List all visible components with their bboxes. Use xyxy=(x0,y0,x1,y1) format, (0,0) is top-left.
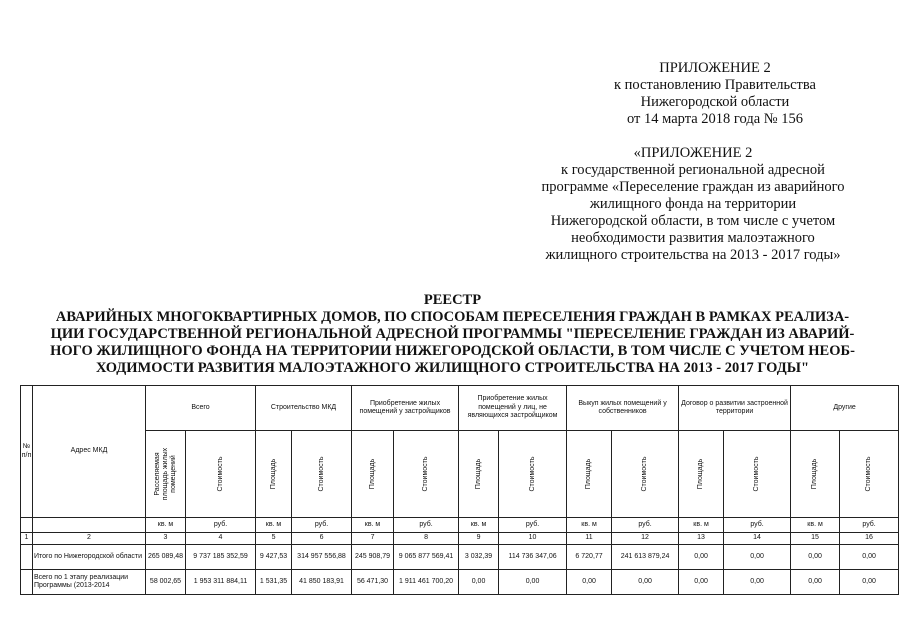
table-row xyxy=(21,545,899,570)
table-row xyxy=(21,570,899,595)
column-number: 5 xyxy=(256,533,292,545)
row-value: 56 471,30 xyxy=(352,570,394,595)
row-value: 0,00 xyxy=(567,570,612,595)
sub-header-text: Площадь xyxy=(474,458,482,490)
appendix-line: ПРИЛОЖЕНИЕ 2 xyxy=(659,60,771,76)
sub-header-text: Площадь xyxy=(269,458,277,490)
units-cell: кв. м xyxy=(352,518,394,533)
sub-header-cell xyxy=(840,431,899,518)
row-value: 0,00 xyxy=(499,570,567,595)
row-value: 241 613 879,24 xyxy=(612,545,679,570)
row-num xyxy=(21,570,33,595)
column-number: 9 xyxy=(459,533,499,545)
row-value: 9 065 877 569,41 xyxy=(394,545,459,570)
registry-table xyxy=(20,385,899,595)
sub-header-cell xyxy=(724,431,791,518)
appendix-line: Нижегородской области, в том числе с учетом xyxy=(550,213,836,229)
units-cell: кв. м xyxy=(459,518,499,533)
row-value: 245 908,79 xyxy=(352,545,394,570)
sub-header-text: Площадь xyxy=(585,458,593,490)
units-cell: кв. м xyxy=(567,518,612,533)
sub-header-cell xyxy=(352,431,394,518)
column-number: 10 xyxy=(499,533,567,545)
row-value: 9 737 185 352,59 xyxy=(186,545,256,570)
units-cell: руб. xyxy=(499,518,567,533)
sub-header-text: Стоимость xyxy=(216,456,224,492)
sub-header-cell xyxy=(292,431,352,518)
row-address: Всего по 1 этапу реализации Программы (2013-2014 xyxy=(33,570,146,595)
row-value: 0,00 xyxy=(840,570,899,595)
column-number: 1 xyxy=(21,533,33,545)
column-number: 2 xyxy=(33,533,146,545)
group-header-non-developer-purchase: Приобретение жилых помещений у лиц, не являющихся застройщиком xyxy=(459,386,567,431)
units-cell: кв. м xyxy=(256,518,292,533)
appendix-block-program xyxy=(508,145,878,264)
group-header-developer-purchase: Приобретение жилых помещений у застройщиков xyxy=(352,386,459,431)
units-row xyxy=(21,518,899,533)
sub-header-cell xyxy=(186,431,256,518)
heading-line: РЕЕСТР xyxy=(423,292,482,308)
units-cell: руб. xyxy=(186,518,256,533)
row-value: 114 736 347,06 xyxy=(499,545,567,570)
sub-header-text: Стоимость xyxy=(641,456,649,492)
row-value: 1 911 461 700,20 xyxy=(394,570,459,595)
sub-header-text: Площадь xyxy=(811,458,819,490)
group-header-total: Всего xyxy=(146,386,256,431)
row-value: 0,00 xyxy=(791,545,840,570)
heading-line: НОГО ЖИЛИЩНОГО ФОНДА НА ТЕРРИТОРИИ НИЖЕГОРОДСКОЙ ОБЛАСТИ, В ТОМ ЧИСЛЕ С УЧЕТОМ НЕОБ- xyxy=(50,343,855,359)
sub-header-cell xyxy=(146,431,186,518)
sub-header-text: Стоимость xyxy=(865,456,873,492)
row-value: 265 089,48 xyxy=(146,545,186,570)
row-value: 9 427,53 xyxy=(256,545,292,570)
column-number: 14 xyxy=(724,533,791,545)
group-header-buyout: Выкуп жилых помещений у собственников xyxy=(567,386,679,431)
sub-header-cell xyxy=(567,431,612,518)
row-value: 0,00 xyxy=(724,545,791,570)
appendix-line: жилищного фонда на территории xyxy=(589,196,797,212)
units-cell xyxy=(21,518,33,533)
appendix-line: от 14 марта 2018 года № 156 xyxy=(627,111,803,127)
row-value: 1 953 311 884,11 xyxy=(186,570,256,595)
row-value: 0,00 xyxy=(840,545,899,570)
address-header: Адрес МКД xyxy=(33,386,146,518)
heading-line: АВАРИЙНЫХ МНОГОКВАРТИРНЫХ ДОМОВ, ПО СПОСОБАМ ПЕРЕСЕЛЕНИЯ ГРАЖДАН В РАМКАХ РЕАЛИЗА- xyxy=(55,309,850,325)
sub-header-text: Стоимость xyxy=(422,456,430,492)
column-number: 15 xyxy=(791,533,840,545)
units-cell: руб. xyxy=(724,518,791,533)
column-number: 7 xyxy=(352,533,394,545)
sub-header-cell xyxy=(679,431,724,518)
appendix-line: необходимости развития малоэтажного xyxy=(571,230,815,246)
row-value: 0,00 xyxy=(612,570,679,595)
units-cell: кв. м xyxy=(679,518,724,533)
appendix-line: к постановлению Правительства xyxy=(614,77,816,93)
table-group-header-row xyxy=(21,386,899,431)
group-header-other: Другие xyxy=(791,386,899,431)
row-value: 0,00 xyxy=(679,570,724,595)
units-cell: руб. xyxy=(612,518,679,533)
row-value: 6 720,77 xyxy=(567,545,612,570)
units-cell: кв. м xyxy=(146,518,186,533)
row-value: 3 032,39 xyxy=(459,545,499,570)
appendix-line: Нижегородской области xyxy=(640,94,790,110)
heading-line: ЦИИ ГОСУДАРСТВЕННОЙ РЕГИОНАЛЬНОЙ АДРЕСНОЙ ПРОГРАММЫ "ПЕРЕСЕЛЕНИЕ ГРАЖДАН ИЗ АВАРИЙ- xyxy=(50,326,855,342)
row-value: 0,00 xyxy=(459,570,499,595)
appendix-line: «ПРИЛОЖЕНИЕ 2 xyxy=(633,145,753,161)
column-number: 3 xyxy=(146,533,186,545)
column-number: 13 xyxy=(679,533,724,545)
appendix-line: жилищного строительства на 2013 - 2017 годы» xyxy=(545,247,841,263)
row-value: 58 002,65 xyxy=(146,570,186,595)
sub-header-cell xyxy=(394,431,459,518)
sub-header-cell xyxy=(256,431,292,518)
units-cell: руб. xyxy=(394,518,459,533)
column-number: 12 xyxy=(612,533,679,545)
sub-header-cell xyxy=(499,431,567,518)
units-cell: руб. xyxy=(840,518,899,533)
row-num xyxy=(21,545,33,570)
column-number: 8 xyxy=(394,533,459,545)
row-address: Итого по Нижегородской области xyxy=(33,545,146,570)
sub-header-cell xyxy=(791,431,840,518)
appendix-block-decree xyxy=(560,60,870,128)
column-number: 6 xyxy=(292,533,352,545)
row-value: 0,00 xyxy=(791,570,840,595)
sub-header-text: Расселяемая площадь жилых помещений xyxy=(153,447,177,501)
sub-header-text: Стоимость xyxy=(753,456,761,492)
units-cell xyxy=(33,518,146,533)
column-number: 16 xyxy=(840,533,899,545)
sub-header-text: Площадь xyxy=(697,458,705,490)
row-value: 314 957 556,88 xyxy=(292,545,352,570)
column-number-row xyxy=(21,533,899,545)
sub-header-text: Площадь xyxy=(368,458,376,490)
units-cell: руб. xyxy=(292,518,352,533)
row-value: 0,00 xyxy=(679,545,724,570)
table-sub-header-row xyxy=(21,431,899,518)
group-header-construction: Строительство МКД xyxy=(256,386,352,431)
sub-header-cell xyxy=(612,431,679,518)
row-value: 41 850 183,91 xyxy=(292,570,352,595)
row-value: 1 531,35 xyxy=(256,570,292,595)
appendix-line: к государственной региональной адресной xyxy=(561,162,825,178)
registry-heading xyxy=(0,292,905,377)
num-header: № п/п xyxy=(21,386,33,518)
heading-line: ХОДИМОСТИ РАЗВИТИЯ МАЛОЭТАЖНОГО ЖИЛИЩНОГО СТРОИТЕЛЬСТВА НА 2013 - 2017 ГОДЫ" xyxy=(95,360,809,376)
row-value: 0,00 xyxy=(724,570,791,595)
column-number: 4 xyxy=(186,533,256,545)
group-header-territory-agreement: Договор о развитии застроенной территории xyxy=(679,386,791,431)
sub-header-cell xyxy=(459,431,499,518)
units-cell: кв. м xyxy=(791,518,840,533)
sub-header-text: Стоимость xyxy=(528,456,536,492)
sub-header-text: Стоимость xyxy=(317,456,325,492)
appendix-line: программе «Переселение граждан из аварийного xyxy=(541,179,845,195)
column-number: 11 xyxy=(567,533,612,545)
